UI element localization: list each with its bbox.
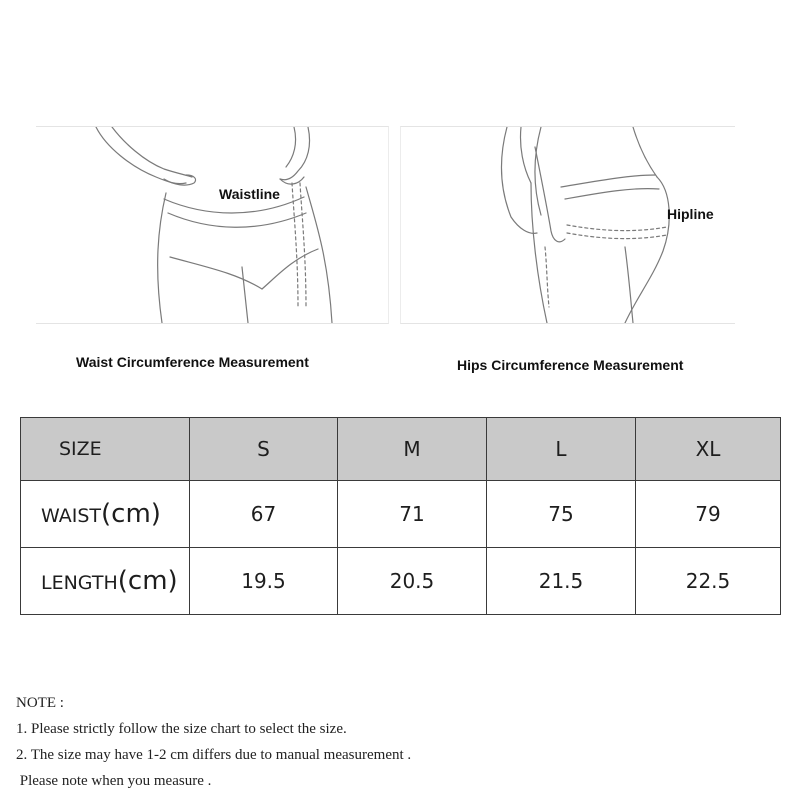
waist-sketch: [36, 127, 388, 323]
size-chart-table: [20, 417, 781, 615]
waist-m-cell: 71: [338, 481, 487, 548]
size-header-label: SIZE: [21, 418, 190, 481]
length-m-cell: 20.5: [338, 548, 487, 615]
length-unit: (cm): [117, 566, 178, 596]
waistline-callout: Waistline: [219, 186, 280, 202]
waist-unit: (cm): [101, 499, 161, 529]
note-line-2: 2. The size may have 1-2 cm differs due to manual measurement .: [16, 747, 412, 763]
size-header-xl: XL: [636, 418, 781, 481]
waist-caption: Waist Circumference Measurement: [76, 354, 309, 370]
waist-s-cell: 67: [190, 481, 338, 548]
header-row: [21, 418, 781, 481]
note-line-1: 1. Please strictly follow the size chart to select the size.: [16, 721, 347, 737]
notes-title: NOTE :: [16, 695, 64, 711]
length-row-label: [21, 548, 190, 615]
hips-illustration: [400, 126, 735, 324]
size-header-l: L: [487, 418, 636, 481]
length-l-cell: 21.5: [487, 548, 636, 615]
waist-row-label: [21, 481, 190, 548]
notes-section: [16, 690, 411, 794]
size-header-s: S: [190, 418, 338, 481]
note-line-3: Please note when you measure .: [16, 773, 212, 789]
waist-illustration: [36, 126, 389, 324]
hips-caption: Hips Circumference Measurement: [457, 357, 684, 373]
waist-label: WAIST: [41, 505, 102, 527]
table-row: [21, 548, 781, 615]
hips-sketch: [401, 127, 735, 323]
waist-l-cell: 75: [487, 481, 636, 548]
waist-xl-cell: 79: [636, 481, 781, 548]
length-xl-cell: 22.5: [636, 548, 781, 615]
length-label: LENGTH: [41, 572, 118, 594]
size-header-m: M: [338, 418, 487, 481]
length-s-cell: 19.5: [190, 548, 338, 615]
hipline-callout: Hipline: [667, 206, 714, 222]
table-row: [21, 481, 781, 548]
